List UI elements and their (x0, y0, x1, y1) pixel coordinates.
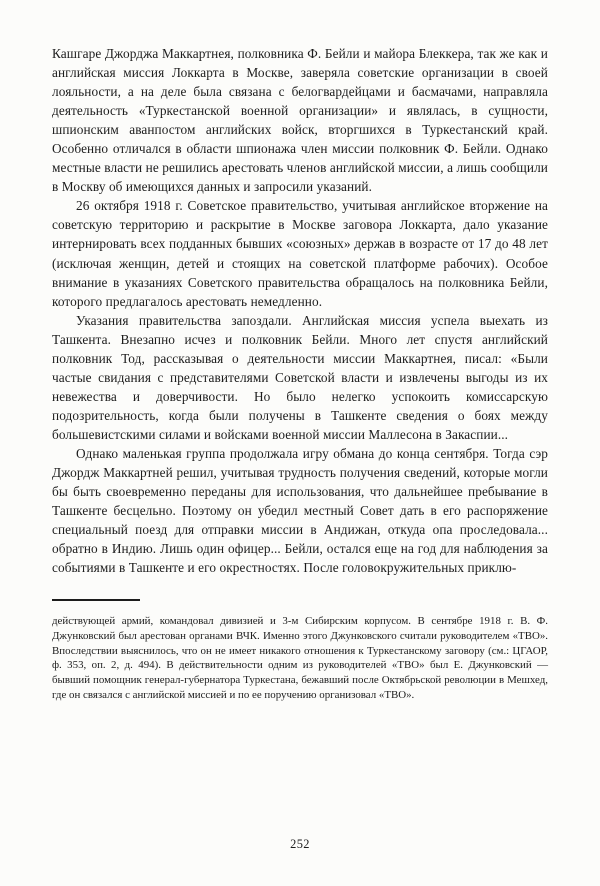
paragraph-4: Однако маленькая группа продолжала игру обмана до конца сентября. Тогда сэр Джордж Маккартней решил, учитывая трудность получения сведений, которые могли бы быть своевременно переданы для использования, что дальнейшее пребывание в Ташкенте бесцельно. Поэтому он убедил местный Совет дать в его распоряжение специальный поезд для отправки миссии в Андижан, откуда опа проследовала... обратно в Индию. Лишь один офицер... Бейли, остался еще на год для наблюдения за событиями в Ташкенте и его окрестностях. После головокружительных приклю- (52, 445, 548, 576)
main-text-block (52, 44, 548, 577)
page-number: 252 (290, 837, 310, 851)
footnote-separator-rule (52, 599, 140, 601)
paragraph-3: Указания правительства запоздали. Английская миссия успела выехать из Ташкента. Внезапно исчез и полковник Бейли. Много лет спустя английский полковник Тод, рассказывая о деятельности миссии Маккартнея, писал: «Были частые свидания с представителями Советской власти и извлечены выгоды из их невежества и доверчивости. Но было нелегко успокоить комиссарскую подозрительность, когда были получены в Ташкенте сведения о боях между большевистскими силами и войсками военной миссии Маллесона в Закаспии... (52, 312, 548, 442)
footnote-text: действующей армий, командовал дивизией и 3-м Сибирским корпусом. В сентябре 1918 г. В. Ф. Джунковский был арестован органами ВЧК. Именно этого Джунковского считали руководителем «ТВО». Впоследствии выяснилось, что он не имеет никакого отношения к Туркестанскому заговору (см.: ЦГАОР, ф. 353, оп. 2, д. 494). В действительности одним из руководителей «ТВО» был Е. Джунковский — бывший помощник генерал-губернатора Туркестана, бежавший после Октябрьской революции в Мешхед, где он связался с английской миссией и по ее поручению организовал «ТВО». (52, 615, 548, 701)
paragraph-1: Кашгаре Джорджа Маккартнея, полковника Ф. Бейли и майора Блеккера, так же как и английская миссия Локкарта в Москве, заверяла советские организации в своей лояльности, а на деле была связана с белогвардейцами и басмачами, направляла деятельность «Туркестанской военной организации» и являлась, в сущности, шпионским аванпостом английских войск, вторгшихся в Туркестанский край. Особенно отличался в области шпионажа член миссии полковник Ф. Бейли. Однако местные власти не решились арестовать членов английской миссии, а лишь сообщили в Москву об имеющихся данных и запросили указаний. (52, 46, 548, 195)
paragraph-2: 26 октября 1918 г. Советское правительство, учитывая английское вторжение на советскую территорию и раскрытие в Москве заговора Локкарта, дало указание интернировать всех подданных бывших «союзных» держав в возрасте от 17 до 48 лет (исключая женщин, детей и стоящих на советской платформе рабочих). Особое внимание в указаниях Советского правительства обращалось на полковника Бейли, которого предлагалось арестовать немедленно. (52, 198, 548, 309)
footnote-block (52, 614, 548, 702)
